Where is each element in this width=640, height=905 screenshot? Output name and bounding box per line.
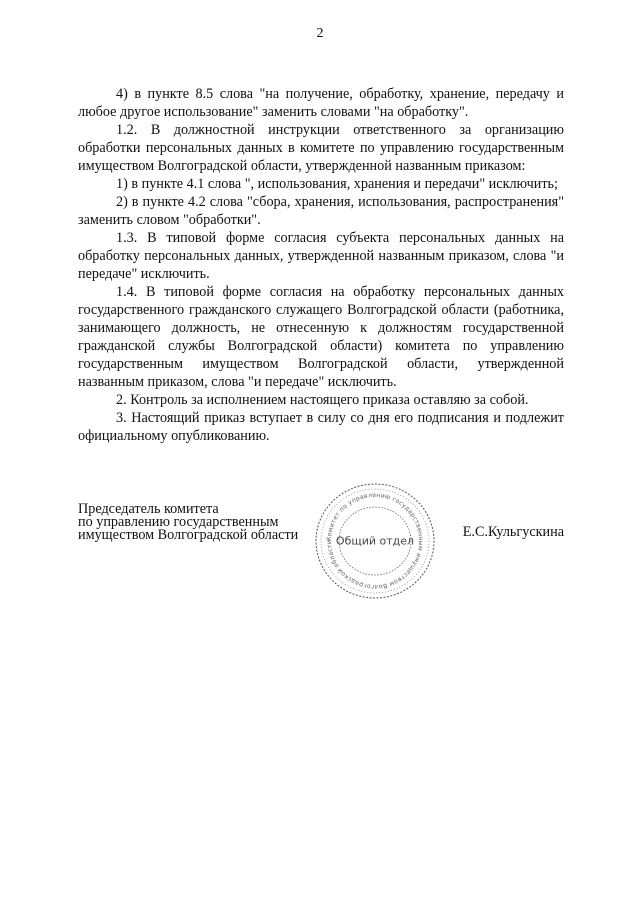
stamp-center-text: Общий отдел [335,534,415,548]
official-stamp [312,481,438,601]
signatory-position [78,503,298,542]
paragraph-sub-2: 2) в пункте 4.2 слова "сбора, хранения, использования, распространения" заменить словом "обработки". [78,194,564,228]
paragraph-1-4: 1.4. В типовой форме согласия на обработку персональных данных государственного гражданского служащего Волгоградской области (работника, занимающего должность, не отнесенную к должностям государственной гражданской службы Волгоградской области) комитета по управлению государственным имуществом Волгоградской области, утвержденной названным приказом, слова "и передаче" исключить. [78,284,564,390]
paragraph-2: 2. Контроль за исполнением настоящего приказа оставляю за собой. [116,392,529,408]
stamp-ring-text: Комитет по управлению государственным имуществом Волгоградской области [325,491,425,591]
page-number: 2 [316,26,324,41]
position-line: Председатель комитета [78,501,219,517]
position-line: по управлению государственным [78,514,279,530]
paragraph-sub-1: 1) в пункте 4.1 слова ", использования, хранения и передачи" исключить; [116,176,558,192]
signature-block [78,491,564,609]
paragraph-3: 3. Настоящий приказ вступает в силу со дня его подписания и подлежит официальному опубликованию. [78,410,564,444]
signatory-name: Е.С.Кульгускина [462,524,564,540]
paragraph-item-4: 4) в пункте 8.5 слова "на получение, обработку, хранение, передачу и любое другое использование" заменить словами "на обработку". [78,86,564,120]
document-body [78,85,564,445]
paragraph-1-2: 1.2. В должностной инструкции ответственного за организацию обработки персональных данных в комитете по управлению государственным имуществом Волгоградской области, утвержденной названным приказом: [78,122,564,174]
position-line: имуществом Волгоградской области [78,527,299,543]
paragraph-1-3: 1.3. В типовой форме согласия субъекта персональных данных на обработку персональных данных, утвержденной названным приказом, слова "и передаче" исключить. [78,230,564,282]
